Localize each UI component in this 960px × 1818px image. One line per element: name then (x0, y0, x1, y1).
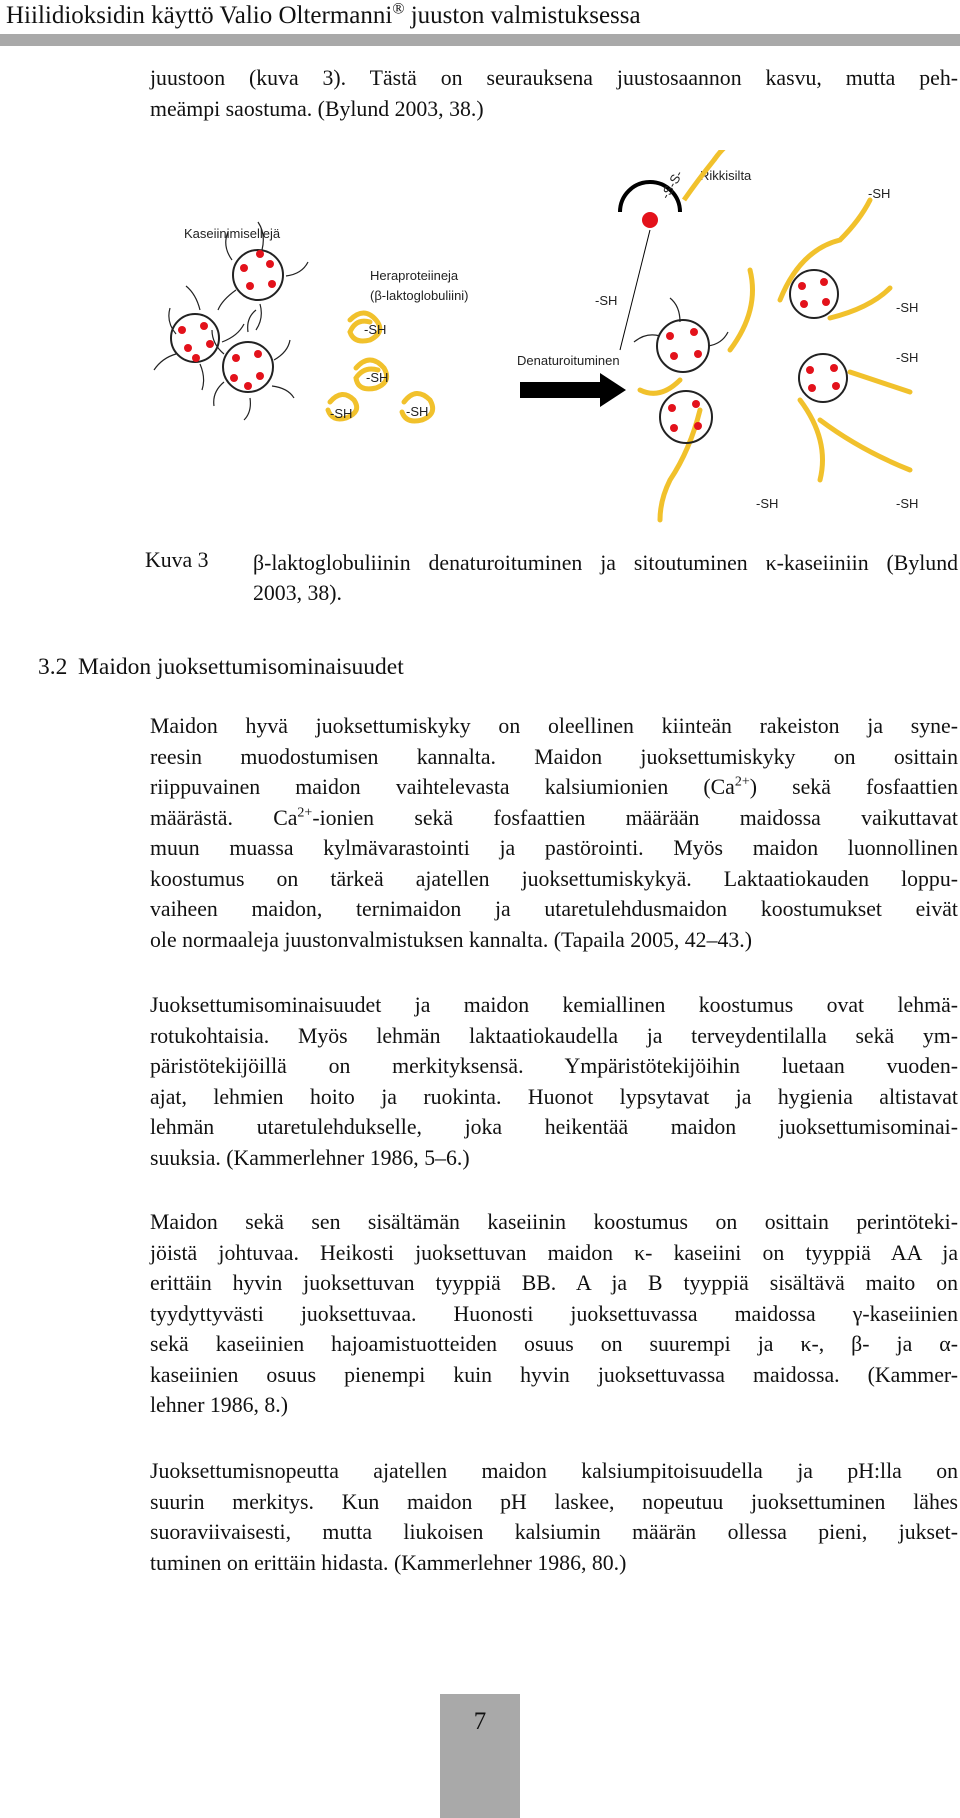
casein-micelle (790, 270, 838, 318)
superscript: 2+ (734, 774, 750, 790)
text-line: rotukohtaisia. Myös lehmän laktaatiokaudella ja terveydentilalla sekä ym- (150, 1023, 958, 1048)
text-line: meämpi saostuma. (Bylund 2003, 38.) (150, 96, 484, 121)
header-title: Hiilidioksidin käyttö Valio Oltermanni (6, 2, 393, 29)
text-line: kaseiinien osuus pienempi kuin hyvin juoksettuvassa maidossa. (Kammer- (150, 1362, 958, 1387)
text-line: ajat, lehmien hoito ja ruokinta. Huonot lypsytavat ja hygienia altistavat (150, 1084, 958, 1109)
text-line: vaiheen maidon, ternimaidon ja utaretulehdusmaidon koostumukset eivät (150, 897, 958, 921)
intro-paragraph (150, 63, 958, 124)
text-line: Juoksettumisominaisuudet ja maidon kemiallinen koostumus ovat lehmä- (150, 993, 958, 1017)
label-sh: -SH (756, 496, 779, 511)
label-sh: -SH (896, 350, 919, 365)
text-line: tyydyttyvästi juoksettuvaa. Huonosti juoksettuvassa maidossa γ-kaseiinien (150, 1301, 958, 1326)
label-casein-micelles: Kaseiinimisellejä (184, 226, 281, 241)
text-line: suurin merkitys. Kun maidon pH laskee, nopeutuu juoksettuminen lähes (150, 1489, 958, 1514)
header-rule (0, 34, 960, 46)
label-sh: -SH (364, 322, 387, 337)
page-number: 7 (473, 1708, 487, 1735)
text-line: koostumus on tärkeä ajatellen juoksettumiskykyä. Laktaatiokauden loppu- (150, 866, 958, 891)
denaturation-arrow (520, 373, 626, 407)
text-fragment: -ionien sekä fosfaattien määrään maidossa vaikuttavat (312, 805, 958, 830)
caption-line: 2003, 38). (253, 581, 342, 605)
text-line: sekä kaseiinien hajoamistuotteiden osuus on suurempi ja κ-, β- ja α- (150, 1332, 958, 1356)
label-sh: -SH (896, 300, 919, 315)
casein-micelle (212, 310, 294, 420)
text-line (150, 803, 958, 834)
text-line: erittäin hyvin juoksettuvan tyyppiä BB. A ja B tyyppiä sisältävä maito on (150, 1271, 958, 1295)
label-sh: -SH (330, 406, 353, 421)
paragraph (150, 1207, 958, 1421)
casein-micelle (660, 391, 712, 443)
superscript: 2+ (297, 805, 313, 821)
section-heading (38, 654, 404, 681)
text-line: suuksia. (Kammerlehner 1986, 5–6.) (150, 1145, 470, 1170)
label-sh: -SH (406, 404, 429, 419)
label-ss: -S-S- (657, 167, 686, 202)
figure-caption-label: Kuva 3 (145, 548, 209, 572)
text-line: Juoksettumisnopeutta ajatellen maidon kalsiumpitoisuudella ja pH:lla on (150, 1459, 958, 1483)
label-beta-lactoglobulin: (β-laktoglobuliini) (370, 288, 469, 303)
label-sh: -SH (896, 496, 919, 511)
figure-caption (253, 548, 958, 608)
page-number-box (440, 1694, 520, 1818)
text-line: ole normaaleja juustonvalmistuksen kannalta. (Tapaila 2005, 42–43.) (150, 927, 752, 952)
casein-micelle (154, 286, 244, 390)
text-line: reesin muodostumisen kannalta. Maidon juoksettumiskyky on osittain (150, 744, 958, 769)
text-fragment: määrästä. Ca (150, 805, 298, 830)
text-line: suoraviivaisesti, mutta liukoisen kalsiumin määrän ollessa pieni, jukset- (150, 1520, 958, 1544)
paragraph (150, 990, 958, 1173)
figure-denaturation-diagram (140, 150, 956, 525)
label-whey-proteins: Heraproteiineja (370, 268, 459, 283)
bridge-dot (642, 212, 658, 228)
running-header (6, 2, 641, 30)
section-number: 3.2 (38, 654, 68, 680)
casein-micelle (799, 354, 847, 402)
text-line: tuminen on erittäin hidasta. (Kammerlehner 1986, 80.) (150, 1550, 627, 1575)
label-sh: -SH (366, 370, 389, 385)
label-sh: -SH (595, 293, 618, 308)
text-line: päristötekijöillä on merkityksensä. Ympäristötekijöihin luetaan vuoden- (150, 1054, 958, 1078)
text-fragment: ) sekä fosfaattien (749, 775, 958, 799)
text-line: lehner 1986, 8.) (150, 1393, 289, 1417)
paragraph (150, 711, 958, 955)
whey-protein-tails (640, 200, 910, 520)
text-line: Maidon hyvä juoksettumiskyky on oleellinen kiinteän rakeiston ja syne- (150, 714, 958, 738)
registered-mark: ® (392, 0, 405, 18)
text-line: Maidon sekä sen sisältämän kaseiinin koostumus on osittain perintöteki- (150, 1210, 958, 1234)
text-fragment: riippuvainen maidon vaihtelevasta kalsiumionien (Ca (150, 775, 735, 799)
casein-micelle (634, 298, 728, 372)
caption-line: β-laktoglobuliinin denaturoituminen ja sitoutuminen κ-kaseiiniin (Bylund (253, 551, 958, 575)
section-title: Maidon juoksettumisominaisuudet (78, 654, 404, 680)
text-line: lehmän utaretulehdukselle, joka heikentää maidon juoksettumisominai- (150, 1115, 958, 1139)
text-line: muun muassa kylmävarastointi ja pastörointi. Myös maidon luonnollinen (150, 836, 958, 860)
label-disulfide-bridge: Rikkisilta (700, 168, 752, 183)
bridge-pointer (620, 230, 650, 350)
text-line: juustoon (kuva 3). Tästä on seurauksena juustosaannon kasvu, mutta peh- (150, 66, 958, 90)
paragraph (150, 1456, 958, 1578)
label-denaturation: Denaturoituminen (517, 353, 620, 368)
header-title-tail: juuston valmistuksessa (404, 2, 641, 29)
text-line (150, 772, 958, 803)
text-line: jöistä johtuvaa. Heikosti juoksettuvan maidon κ- kaseiini on tyyppiä AA ja (150, 1240, 958, 1265)
label-sh: -SH (868, 186, 891, 201)
